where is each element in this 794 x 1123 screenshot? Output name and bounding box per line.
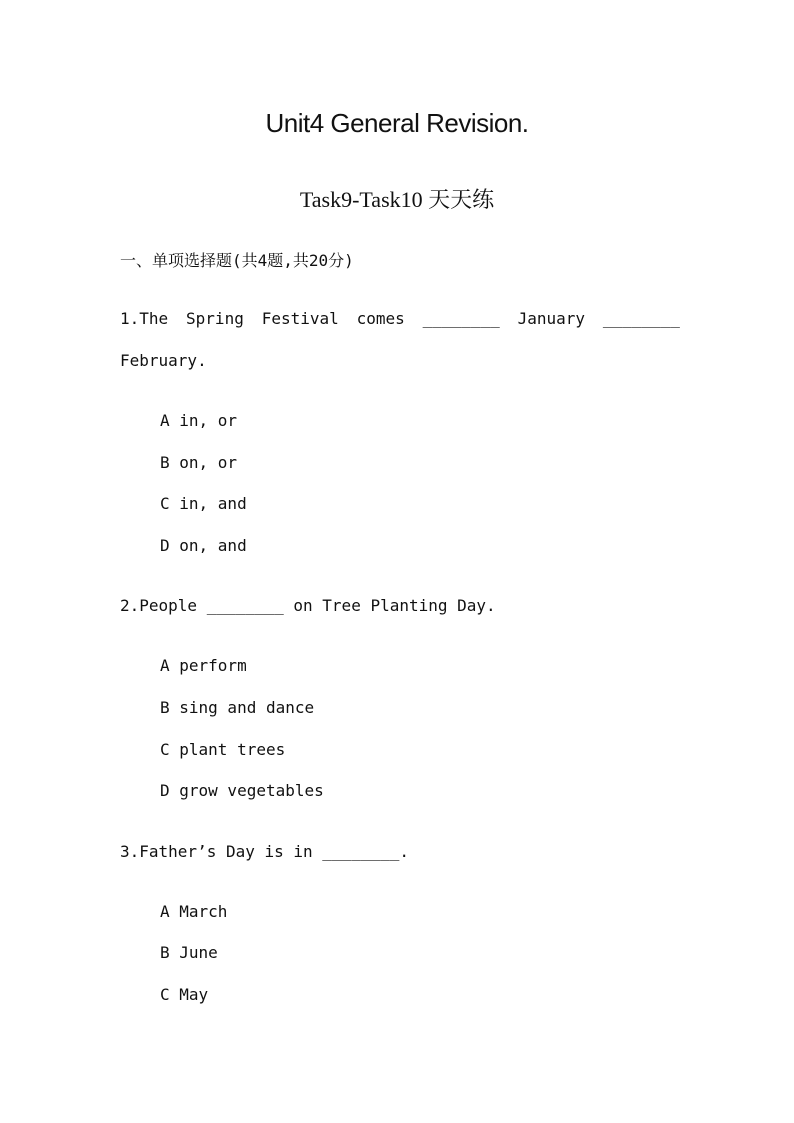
question-1-blank: ________ xyxy=(602,309,680,328)
question-1-word: January xyxy=(517,309,585,328)
question-2-option-c: C plant trees xyxy=(160,740,286,759)
question-1-word: comes xyxy=(356,309,405,328)
question-1-word: 1.The xyxy=(120,309,169,328)
question-2-stem: 2.People ________ on Tree Planting Day. xyxy=(120,596,496,615)
question-3-stem: 3.Father’s Day is in ________. xyxy=(120,842,409,861)
question-2-option-b: B sing and dance xyxy=(160,698,315,717)
question-1-option-d: D on, and xyxy=(160,536,247,555)
question-1-stem-continued: February. xyxy=(120,351,207,370)
section-heading: 一、单项选择题(共4题,共20分) xyxy=(120,251,354,270)
question-2-option-d: D grow vegetables xyxy=(160,781,324,800)
question-2-option-a: A perform xyxy=(160,656,247,675)
question-1-option-a: A in, or xyxy=(160,411,238,430)
question-3-option-b: B June xyxy=(160,943,218,962)
question-1-stem xyxy=(120,309,680,328)
question-3-option-a: A March xyxy=(160,902,228,921)
question-1-blank: ________ xyxy=(422,309,500,328)
question-1-word: Festival xyxy=(261,309,339,328)
document-title: Unit4 General Revision. xyxy=(265,108,529,138)
question-1-word: Spring xyxy=(186,309,244,328)
question-1-option-c: C in, and xyxy=(160,494,247,513)
document-subtitle: Task9-Task10 天天练 xyxy=(299,187,495,212)
question-3-option-c: C May xyxy=(160,985,209,1004)
question-1-option-b: B on, or xyxy=(160,453,238,472)
